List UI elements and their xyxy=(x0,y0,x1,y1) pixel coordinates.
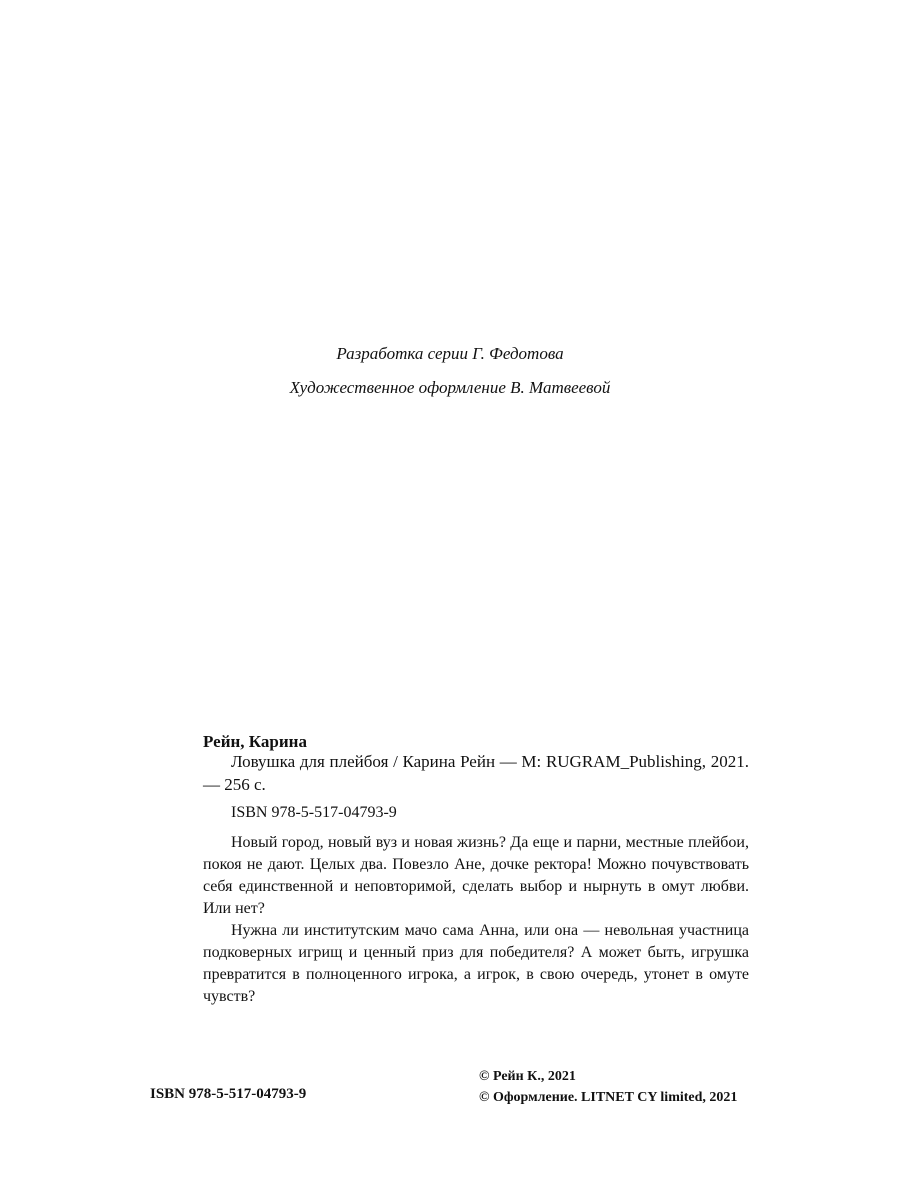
bibliographic-entry: Ловушка для плейбоя / Карина Рейн — М: RUGRAM_Publishing, 2021. — 256 с. xyxy=(203,752,749,794)
copyright-design: © Оформление. LITNET CY limited, 2021 xyxy=(479,1090,738,1105)
annotation-paragraph: Новый город, новый вуз и новая жизнь? Да еще и парни, местные плейбои, покоя не дают. Целых два. Повезло Ане, дочке ректора! Можно почувствовать себя единственной и неповторимой, сделать выбор и нырнуть в омут любви. Или нет? xyxy=(203,834,749,917)
isbn-record: ISBN 978-5-517-04793-9 xyxy=(231,804,397,821)
series-credit: Разработка серии Г. Федотова xyxy=(336,344,564,363)
annotation-paragraph: Нужна ли институтским мачо сама Анна, или она — невольная участница подковерных игрищ и ценный приз для победителя? А может быть, игрушка превратится в полноценного игрока, а игрок, в свою очередь, утонет в омуте чувств? xyxy=(203,922,749,1005)
annotation xyxy=(203,832,749,1008)
design-credit: Художественное оформление В. Матвеевой xyxy=(289,378,611,397)
footer-isbn: ISBN 978-5-517-04793-9 xyxy=(150,1086,307,1102)
copyright-author: © Рейн К., 2021 xyxy=(479,1069,576,1084)
copyright-block xyxy=(479,1066,737,1108)
author-name: Рейн, Карина xyxy=(203,732,307,751)
